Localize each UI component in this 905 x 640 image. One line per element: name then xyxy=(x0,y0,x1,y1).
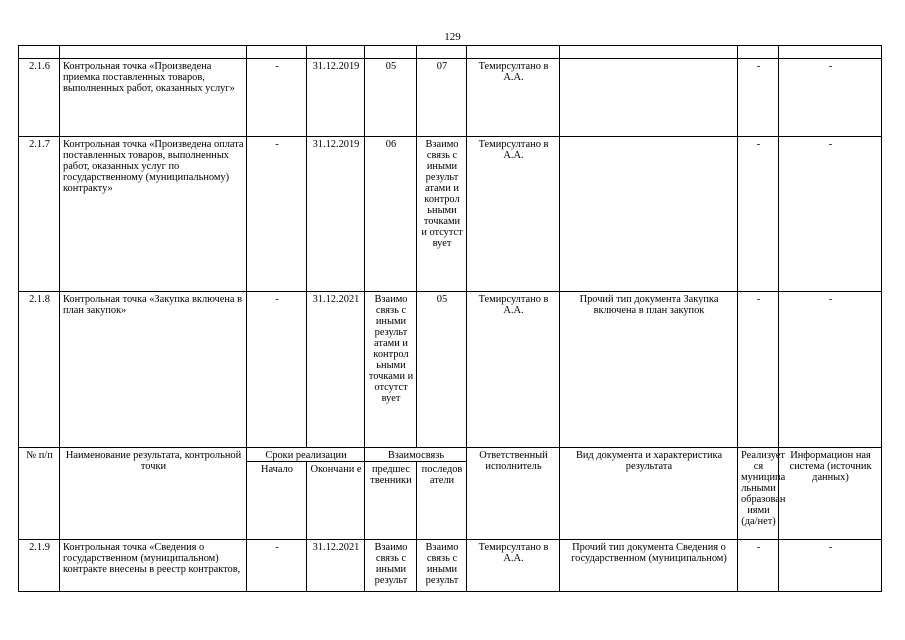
header-realized: Реализует ся муниципа льными образован иями (да/нет) xyxy=(738,448,779,540)
header-start: Начало xyxy=(247,462,307,540)
row-end: 31.12.2019 xyxy=(307,59,365,137)
empty-header-row xyxy=(19,46,882,59)
header-row-top xyxy=(19,448,882,462)
row-number: 2.1.9 xyxy=(19,540,60,592)
table-row xyxy=(19,292,882,448)
row-number: 2.1.7 xyxy=(19,137,60,292)
table-row xyxy=(19,137,882,292)
row-end: 31.12.2021 xyxy=(307,292,365,448)
row-number: 2.1.6 xyxy=(19,59,60,137)
header-end: Окончани е xyxy=(307,462,365,540)
header-responsible: Ответственный исполнитель xyxy=(467,448,560,540)
page-number: 129 xyxy=(444,31,461,43)
row-successors: Взаимо связь с иными результ атами и контрол ьными точками и отсутст вует xyxy=(417,137,467,292)
row-realized: - xyxy=(738,137,779,292)
row-info-system: - xyxy=(779,540,882,592)
table-row xyxy=(19,540,882,592)
row-info-system: - xyxy=(779,292,882,448)
results-table xyxy=(18,45,882,592)
row-predecessors: Взаимо связь с иными результ xyxy=(365,540,417,592)
row-realized: - xyxy=(738,540,779,592)
row-start: - xyxy=(247,540,307,592)
row-responsible: Темирсултано в А.А. xyxy=(467,137,560,292)
row-number: 2.1.8 xyxy=(19,292,60,448)
row-responsible: Темирсултано в А.А. xyxy=(467,59,560,137)
row-name: Контрольная точка «Сведения о государственном (муниципальном) контракте внесены в реестр контрактов, xyxy=(60,540,247,592)
row-start: - xyxy=(247,137,307,292)
row-document: Прочий тип документа Сведения о государственном (муниципальном) xyxy=(560,540,738,592)
row-responsible: Темирсултано в А.А. xyxy=(467,540,560,592)
header-document: Вид документа и характеристика результата xyxy=(560,448,738,540)
row-name: Контрольная точка «Произведена приемка поставленных товаров, выполненных работ, оказанных услуг» xyxy=(60,59,247,137)
row-predecessors: 06 xyxy=(365,137,417,292)
row-successors: Взаимо связь с иными результ xyxy=(417,540,467,592)
header-name: Наименование результата, контрольной точки xyxy=(60,448,247,540)
row-name: Контрольная точка «Закупка включена в план закупок» xyxy=(60,292,247,448)
table-row xyxy=(19,59,882,137)
row-predecessors: Взаимо связь с иными результ атами и контрол ьными точками и отсутст вует xyxy=(365,292,417,448)
row-successors: 05 xyxy=(417,292,467,448)
row-realized: - xyxy=(738,292,779,448)
row-name: Контрольная точка «Произведена оплата поставленных товаров, выполненных работ, оказанных услуг по государственному (муниципальному) контракту» xyxy=(60,137,247,292)
header-terms-group: Сроки реализации xyxy=(247,448,365,462)
header-num: № п/п xyxy=(19,448,60,540)
row-info-system: - xyxy=(779,59,882,137)
row-document: Прочий тип документа Закупка включена в план закупок xyxy=(560,292,738,448)
header-info-system: Информацион ная система (источник данных) xyxy=(779,448,882,540)
row-document xyxy=(560,137,738,292)
row-end: 31.12.2019 xyxy=(307,137,365,292)
row-start: - xyxy=(247,59,307,137)
row-end: 31.12.2021 xyxy=(307,540,365,592)
row-responsible: Темирсултано в А.А. xyxy=(467,292,560,448)
row-realized: - xyxy=(738,59,779,137)
header-predecessors: предшес твенники xyxy=(365,462,417,540)
row-predecessors: 05 xyxy=(365,59,417,137)
header-relation-group: Взаимосвязь xyxy=(365,448,467,462)
row-info-system: - xyxy=(779,137,882,292)
row-start: - xyxy=(247,292,307,448)
row-document xyxy=(560,59,738,137)
header-successors: последов атели xyxy=(417,462,467,540)
row-successors: 07 xyxy=(417,59,467,137)
